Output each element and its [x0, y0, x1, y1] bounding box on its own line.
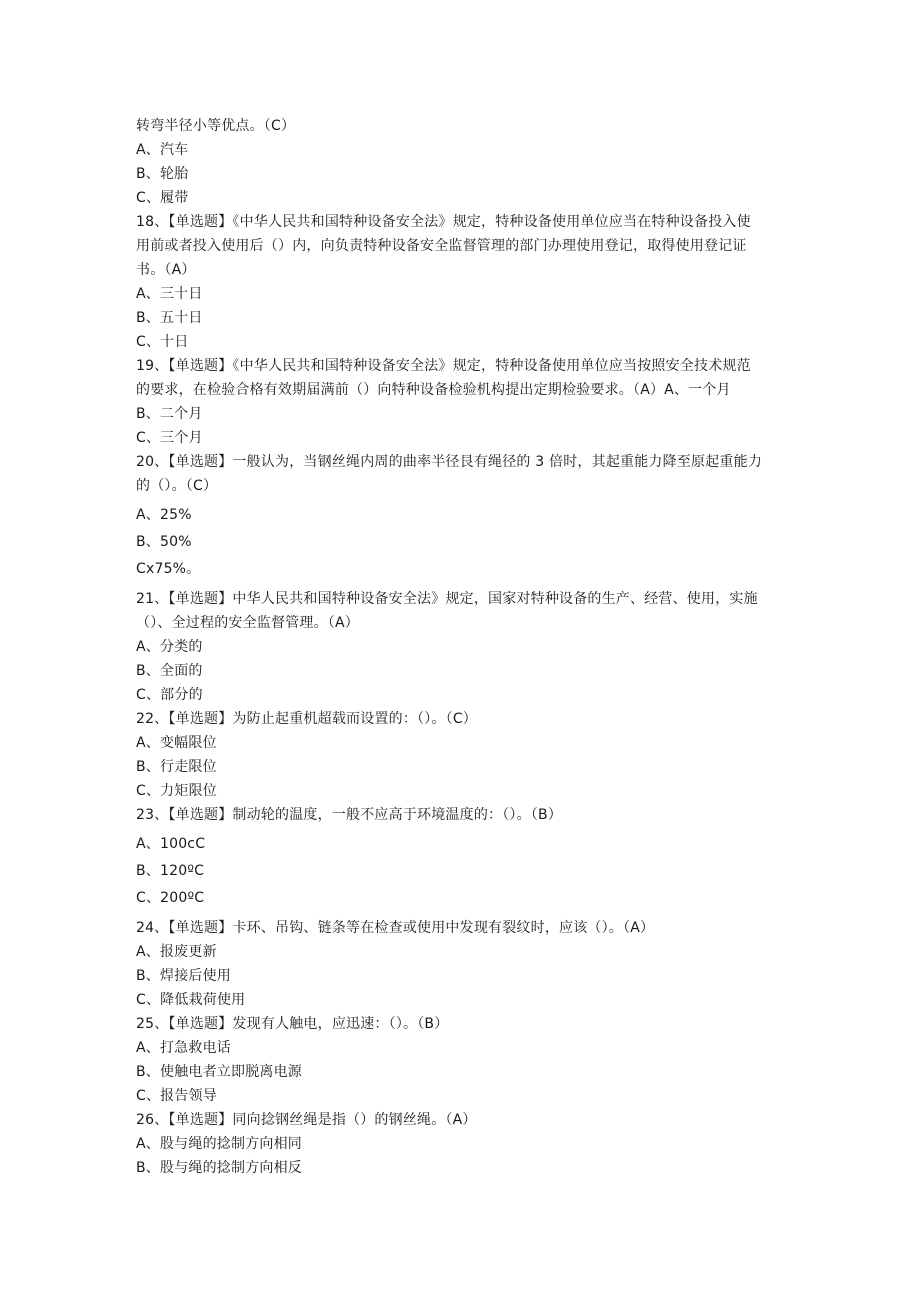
option-line: C、200ºC	[136, 890, 205, 906]
option-line: B、使触电者立即脱离电源	[136, 1064, 303, 1080]
question-line: 18、【单选题】《中华人民共和国特种设备安全法》规定，特种设备使用单位应当在特种设备投入使	[136, 214, 751, 230]
option-line: A、三十日	[136, 286, 203, 302]
text-line: （）、全过程的安全监督管理。（A）	[136, 615, 359, 631]
option-line: A、100cC	[136, 836, 206, 852]
option-line: C、降低栽荷使用	[136, 992, 246, 1008]
option-line: B、二个月	[136, 406, 203, 422]
question-line: 25、【单选题】发现有人触电，应迅速：（）。（B）	[136, 1016, 449, 1032]
option-line: A、分类的	[136, 639, 203, 655]
option-line: B、股与绳的捻制方向相反	[136, 1160, 303, 1176]
question-line: 21、【单选题】中华人民共和国特种设备安全法》规定，国家对特种设备的生产、经营、使用，实施	[136, 591, 758, 607]
option-line: B、全面的	[136, 663, 203, 679]
question-line: 20、【单选题】一般认为，当钢丝绳内周的曲率半径艮有绳径的 3 倍时，其起重能力降至原起重能力	[136, 454, 763, 470]
option-line: C、力矩限位	[136, 783, 217, 799]
text-line: 转弯半径小等优点。（C）	[136, 118, 296, 134]
option-line: C、履带	[136, 190, 189, 206]
option-line: B、焊接后使用	[136, 968, 232, 984]
document-body	[136, 114, 796, 1180]
option-line: C、报告领导	[136, 1088, 217, 1104]
option-line: C、十日	[136, 334, 189, 350]
option-line: A、变幅限位	[136, 735, 217, 751]
text-line: 用前或者投入使用后（）内，向负责特种设备安全监督管理的部门办理使用登记，取得使用登记证	[136, 238, 747, 254]
option-line: B、50%	[136, 534, 192, 550]
question-line: 24、【单选题】卡环、吊钩、链条等在检查或使用中发现有裂纹时，应该（）。（A）	[136, 920, 655, 936]
question-line: 26、【单选题】同向捻钢丝绳是指（）的钢丝绳。（A）	[136, 1112, 477, 1128]
option-line: A、打急救电话	[136, 1040, 231, 1056]
question-line: 22、【单选题】为防止起重机超载而设置的：（）。（C）	[136, 711, 477, 727]
option-line: C、部分的	[136, 687, 203, 703]
option-line: A、25%	[136, 507, 192, 523]
option-line: A、报废更新	[136, 944, 217, 960]
option-line: B、行走限位	[136, 759, 217, 775]
option-line: B、五十日	[136, 310, 203, 326]
option-line: B、120ºC	[136, 863, 205, 879]
text-line: 的（）。（C）	[136, 478, 218, 494]
text-line: 的要求，在检验合格有效期届满前（）向特种设备检验机构提出定期检验要求。（A）A、一个月	[136, 382, 731, 398]
option-line: B、轮胎	[136, 166, 189, 182]
text-line: 书。（A）	[136, 262, 196, 278]
option-line: A、汽车	[136, 142, 189, 158]
option-line: C、三个月	[136, 430, 203, 446]
option-line: A、股与绳的捻制方向相同	[136, 1136, 302, 1152]
question-line: 19、【单选题】《中华人民共和国特种设备安全法》规定，特种设备使用单位应当按照安全技术规范	[136, 358, 751, 374]
question-line: 23、【单选题】制动轮的温度，一般不应高于环境温度的：（）。（B）	[136, 807, 563, 823]
option-line: Cx75%。	[136, 561, 201, 577]
